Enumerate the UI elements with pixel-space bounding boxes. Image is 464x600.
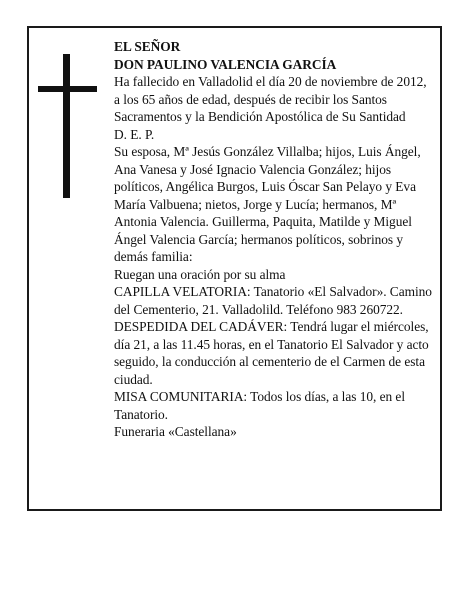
obituary-text <box>114 38 434 441</box>
rip-line: D. E. P. <box>114 126 155 142</box>
cross-horizontal-bar <box>38 86 97 92</box>
death-statement: Ha fallecido en Valladolid el día 20 de noviembre de 2012, a los 65 años de edad, después de recibir los Santos Sacramentos y la Bendición Apostólica de Su Santidad <box>114 74 427 124</box>
farewell-info: DESPEDIDA DEL CADÁVER: Tendrá lugar el miércoles, día 21, a las 11.45 horas, en el Tanatorio El Salvador y acto seguido, la conducción al cementerio de el Carmen de esta ciudad. <box>114 319 429 387</box>
heading-title: EL SEÑOR <box>114 39 181 54</box>
mass-info: MISA COMUNITARIA: Todos los días, a las 10, en el Tanatorio. <box>114 389 405 422</box>
funeral-home: Funeraria «Castellana» <box>114 424 237 439</box>
family-list: Su esposa, Mª Jesús González Villalba; hijos, Luis Ángel, Ana Vanesa y José Ignacio Valencia González; hijos políticos, Angélica Burgos, Luis Óscar San Pelayo y Eva María Valbuena; nietos, Jorge y Lucía; hermanos, Mª Antonia Valencia. Guillerma, Paquita, Matilde y Miguel Ángel Valencia García; hermanos políticos, sobrinos y demás familia: <box>114 144 421 264</box>
chapel-info: CAPILLA VELATORIA: Tanatorio «El Salvador». Camino del Cementerio, 21. Valladolild. Teléfono 983 260722. <box>114 284 432 317</box>
deceased-name: DON PAULINO VALENCIA GARCÍA <box>114 56 337 72</box>
prayer-request: Ruegan una oración por su alma <box>114 266 286 282</box>
cross-vertical-bar <box>63 54 70 198</box>
cross-icon <box>38 54 97 198</box>
